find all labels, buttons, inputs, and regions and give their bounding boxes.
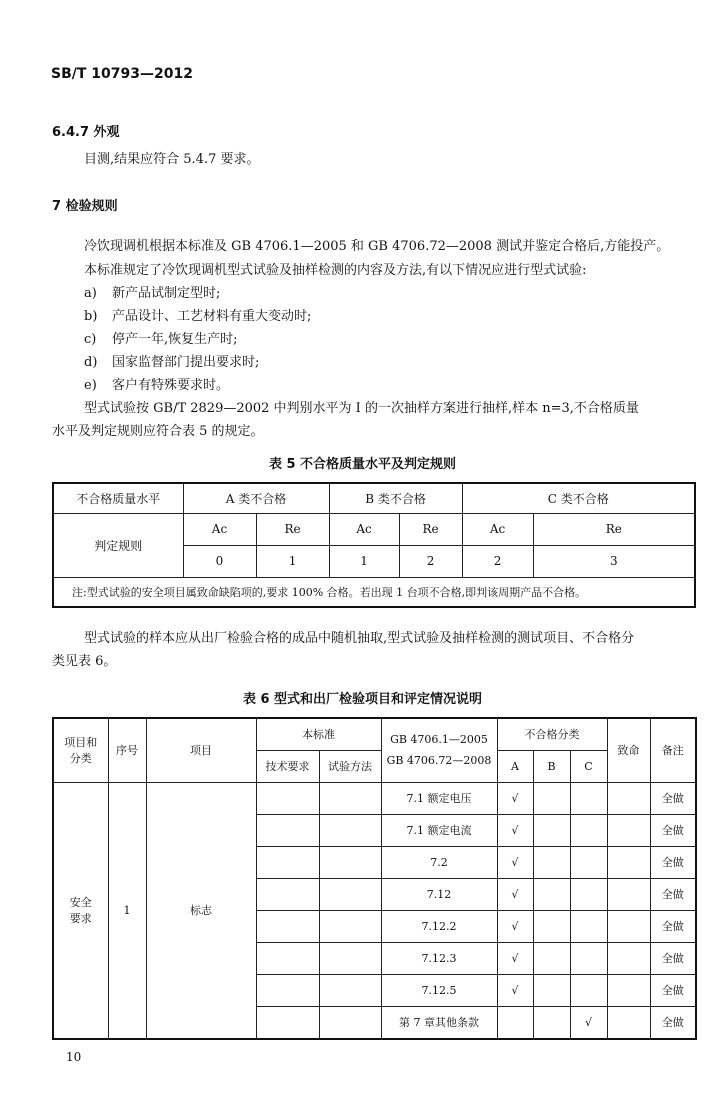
- mid-para-line-1: 型式试验的样本应从出厂检验合格的成品中随机抽取,型式试验及抽样检测的测试项目、不合格分: [84, 631, 635, 646]
- table-cell-a: [497, 1006, 533, 1039]
- table-cell-test: [319, 814, 381, 846]
- list-item-mark: a): [84, 286, 97, 301]
- table-cell-remark: 全做: [650, 942, 696, 974]
- section-7-para-2: 本标准规定了冷饮现调机型式试验及抽样检测的内容及方法,有以下情况应进行型式试验:: [84, 263, 587, 278]
- table-6-item: 标志: [146, 782, 256, 1039]
- table-cell-gb: 7.12.2: [381, 910, 497, 942]
- table-6-caption: 表 6 型式和出厂检验项目和评定情况说明: [242, 692, 483, 707]
- table-cell-a: √: [497, 942, 533, 974]
- table-cell-tech: [256, 878, 319, 910]
- table-6-header-fatal: 致命: [607, 718, 650, 782]
- table-cell-tech: [256, 846, 319, 878]
- table-6-header-c: C: [570, 750, 607, 782]
- table-cell-remark: 全做: [650, 910, 696, 942]
- table-cell-b: [533, 910, 570, 942]
- list-item: [84, 306, 311, 327]
- document-code-header: SB/T 10793—2012: [51, 66, 193, 82]
- table-5-sub-header: Re: [533, 513, 695, 545]
- table-cell-b: [533, 974, 570, 1006]
- section-6-4-7-body: 目测,结果应符合 5.4.7 要求。: [84, 152, 260, 167]
- table-cell-fatal: [607, 782, 650, 814]
- table-6-header-b: B: [533, 750, 570, 782]
- table-6-header-remark: 备注: [650, 718, 696, 782]
- table-5-sub-header: Ac: [462, 513, 533, 545]
- table-cell-b: [533, 1006, 570, 1039]
- table-5-sub-header: Ac: [329, 513, 399, 545]
- table-cell-gb: 7.12.5: [381, 974, 497, 1006]
- table-5-sub-header: Ac: [183, 513, 256, 545]
- list-item-text: 新产品试制定型时;: [112, 286, 221, 301]
- table-cell-tech: [256, 1006, 319, 1039]
- table-5-sub-header: Re: [399, 513, 462, 545]
- table-cell-remark: 全做: [650, 1006, 696, 1039]
- table-cell-remark: 全做: [650, 782, 696, 814]
- table-cell-fatal: [607, 878, 650, 910]
- table-5-value: 1: [256, 545, 329, 577]
- page-number: 10: [66, 1050, 82, 1064]
- table-6-header-standard: 本标准: [256, 718, 381, 750]
- table-cell-c: [570, 878, 607, 910]
- table-5-value: 1: [329, 545, 399, 577]
- table-6-header-number: 序号: [108, 718, 146, 782]
- list-item-mark: c): [84, 332, 97, 347]
- table-cell-c: [570, 814, 607, 846]
- table-cell-test: [319, 910, 381, 942]
- table-5-value: 0: [183, 545, 256, 577]
- table-cell-test: [319, 878, 381, 910]
- table-5-header-a: A 类不合格: [183, 483, 329, 513]
- section-7-para-1: 冷饮现调机根据本标准及 GB 4706.1—2005 和 GB 4706.72—2008 测试并鉴定合格后,方能投产。: [84, 239, 670, 254]
- table-cell-remark: 全做: [650, 878, 696, 910]
- list-item-text: 产品设计、工艺材料有重大变动时;: [112, 309, 312, 324]
- table-cell-fatal: [607, 942, 650, 974]
- table-6: [52, 717, 697, 1040]
- table-cell-b: [533, 814, 570, 846]
- table-cell-b: [533, 846, 570, 878]
- table-cell-fatal: [607, 1006, 650, 1039]
- list-item: [84, 375, 229, 396]
- mid-para-line-2: 类见表 6。: [52, 654, 117, 669]
- table-cell-tech: [256, 782, 319, 814]
- table-cell-gb: 7.12: [381, 878, 497, 910]
- table-cell-tech: [256, 942, 319, 974]
- table-cell-tech: [256, 974, 319, 1006]
- table-6-header-gb-2: GB 4706.72—2008: [386, 754, 492, 768]
- table-cell-gb: 第 7 章其他条款: [381, 1006, 497, 1039]
- table-cell-fatal: [607, 974, 650, 1006]
- table-cell-test: [319, 942, 381, 974]
- table-cell-gb: 7.12.3: [381, 942, 497, 974]
- table-cell-a: √: [497, 846, 533, 878]
- table-5-header-b: B 类不合格: [329, 483, 462, 513]
- table-cell-c: [570, 846, 607, 878]
- table-cell-a: √: [497, 974, 533, 1006]
- table-5-note: 注:型式试验的安全项目属致命缺陷项的,要求 100% 合格。若出现 1 台项不合格,即判该周期产品不合格。: [53, 577, 695, 607]
- table-6-category: 安全要求: [53, 782, 108, 1039]
- table-cell-a: √: [497, 910, 533, 942]
- table-cell-b: [533, 878, 570, 910]
- table-5-value: 2: [399, 545, 462, 577]
- section-6-4-7-title: 6.4.7 外观: [52, 125, 120, 140]
- table-6-header-gb-1: GB 4706.1—2005: [390, 733, 488, 747]
- table-cell-fatal: [607, 910, 650, 942]
- table-cell-tech: [256, 910, 319, 942]
- table-cell-gb: 7.2: [381, 846, 497, 878]
- table-cell-test: [319, 846, 381, 878]
- table-cell-test: [319, 974, 381, 1006]
- table-cell-gb: 7.1 额定电流: [381, 814, 497, 846]
- table-cell-a: √: [497, 814, 533, 846]
- table-5-header-c: C 类不合格: [462, 483, 695, 513]
- list-item-mark: e): [84, 378, 97, 393]
- list-item-text: 客户有特殊要求时。: [112, 378, 230, 393]
- table-cell-remark: 全做: [650, 974, 696, 1006]
- table-cell-fatal: [607, 814, 650, 846]
- list-item-text: 停产一年,恢复生产时;: [112, 332, 238, 347]
- table-5: [52, 482, 696, 608]
- table-6-header-tech: 技术要求: [256, 750, 319, 782]
- table-cell-tech: [256, 814, 319, 846]
- table-6-header-test: 试验方法: [319, 750, 381, 782]
- table-6-header-gb: [381, 718, 497, 782]
- table-5-caption: 表 5 不合格质量水平及判定规则: [268, 457, 457, 472]
- table-5-value: 2: [462, 545, 533, 577]
- list-item: [84, 329, 238, 350]
- table-5-sub-header: Re: [256, 513, 329, 545]
- list-item-mark: b): [84, 309, 98, 324]
- table-cell-c: √: [570, 1006, 607, 1039]
- table-cell-test: [319, 1006, 381, 1039]
- table-6-header-category: 项目和分类: [53, 718, 108, 782]
- table-5-header-level: 不合格质量水平: [53, 483, 183, 513]
- table-cell-b: [533, 942, 570, 974]
- section-7-para-3-line-2: 水平及判定规则应符合表 5 的规定。: [52, 424, 264, 439]
- list-item-mark: d): [84, 355, 98, 370]
- table-cell-remark: 全做: [650, 814, 696, 846]
- list-item: [84, 352, 259, 373]
- table-cell-fatal: [607, 846, 650, 878]
- table-6-number: 1: [108, 782, 146, 1039]
- table-5-value: 3: [533, 545, 695, 577]
- table-cell-remark: 全做: [650, 846, 696, 878]
- table-cell-a: √: [497, 782, 533, 814]
- table-6-header-classification: 不合格分类: [497, 718, 607, 750]
- table-cell-test: [319, 782, 381, 814]
- list-item-text: 国家监督部门提出要求时;: [112, 355, 260, 370]
- table-cell-c: [570, 942, 607, 974]
- section-7-title: 7 检验规则: [52, 199, 118, 214]
- table-cell-a: √: [497, 878, 533, 910]
- table-5-row-label: 判定规则: [53, 513, 183, 577]
- table-cell-c: [570, 782, 607, 814]
- table-cell-c: [570, 910, 607, 942]
- table-cell-gb: 7.1 额定电压: [381, 782, 497, 814]
- section-7-para-3-line-1: 型式试验按 GB/T 2829—2002 中判别水平为 Ⅰ 的一次抽样方案进行抽样,样本 n=3,不合格质量: [84, 401, 639, 416]
- table-cell-c: [570, 974, 607, 1006]
- table-cell-b: [533, 782, 570, 814]
- table-row: [53, 782, 696, 814]
- list-item: [84, 283, 220, 304]
- table-6-header-item: 项目: [146, 718, 256, 782]
- table-6-header-a: A: [497, 750, 533, 782]
